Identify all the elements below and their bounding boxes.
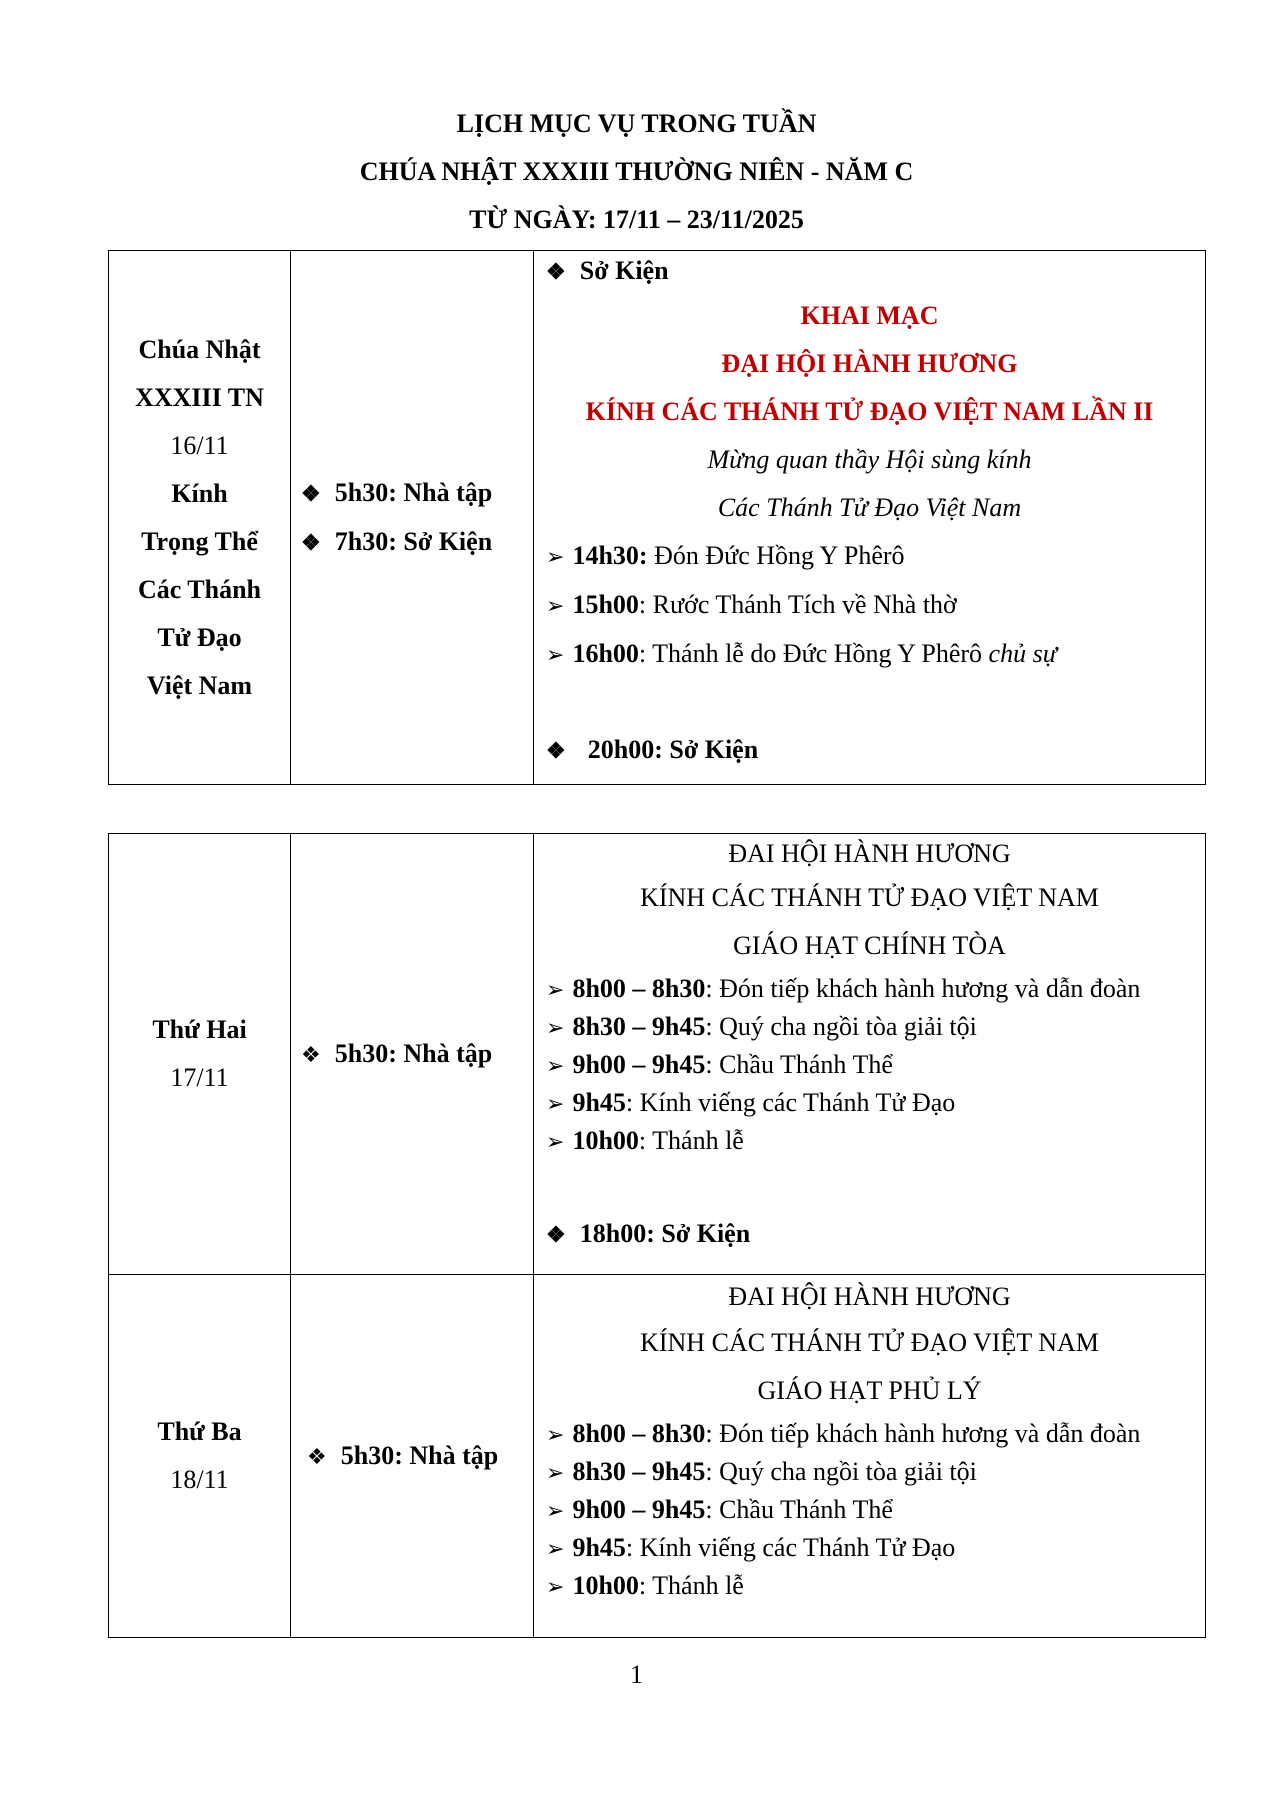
event-list bbox=[534, 970, 1205, 1160]
sunday-day-cell bbox=[109, 251, 291, 785]
arrow-bullet-icon: ➢ bbox=[546, 1574, 565, 1599]
feast-label: Trọng Thể bbox=[141, 526, 258, 556]
feast-label: Kính bbox=[171, 478, 228, 508]
day-label: Thứ Ba bbox=[157, 1417, 242, 1446]
event-list bbox=[534, 1415, 1205, 1605]
tuesday-mass-cell bbox=[291, 1275, 534, 1638]
day-label: XXXIII TN bbox=[135, 382, 264, 412]
sunday-schedule-table bbox=[108, 250, 1206, 785]
monday-row bbox=[109, 834, 1206, 1275]
event-item: ➢ 15h00: Rước Thánh Tích về Nhà thờ bbox=[546, 590, 957, 619]
feast-label: Các Thánh bbox=[137, 574, 262, 604]
sunday-events-cell bbox=[534, 251, 1206, 785]
event-item: ➢ 14h30: Đón Đức Hồng Y Phêrô bbox=[546, 541, 905, 570]
event-item: ➢ 8h00 – 8h30: Đón tiếp khách hành hương và dẫn đoàn bbox=[546, 974, 1141, 1003]
event-item: ➢ 9h00 – 9h45: Chầu Thánh Thể bbox=[546, 1050, 893, 1079]
evening-item: ❖ 18h00: Sở Kiện bbox=[546, 1219, 751, 1248]
monday-day-cell bbox=[109, 834, 291, 1275]
tuesday-row bbox=[109, 1275, 1206, 1638]
event-title: ĐẠI HỘI HÀNH HƯƠNG bbox=[721, 349, 1018, 378]
event-title: ĐAI HỘI HÀNH HƯƠNG bbox=[728, 1282, 1011, 1311]
arrow-bullet-icon: ➢ bbox=[546, 1422, 565, 1447]
event-title: GIÁO HẠT CHÍNH TÒA bbox=[733, 931, 1006, 960]
event-item: ➢ 9h45: Kính viếng các Thánh Tử Đạo bbox=[546, 1533, 956, 1562]
arrow-bullet-icon: ➢ bbox=[546, 1015, 565, 1040]
feast-label: Tử Đạo bbox=[157, 622, 242, 652]
diamond-bullet-icon: ❖ bbox=[301, 529, 321, 555]
mass-item: ❖ 7h30: Sở Kiện bbox=[301, 526, 493, 556]
location-item: ❖ Sở Kiện bbox=[546, 256, 669, 285]
event-subtitle: Các Thánh Tử Đạo Việt Nam bbox=[717, 493, 1022, 522]
day-label: Chúa Nhật bbox=[138, 334, 261, 364]
mass-item: ❖ 5h30: Nhà tập bbox=[301, 477, 493, 507]
monday-events-cell bbox=[534, 834, 1206, 1275]
event-item: ➢ 10h00: Thánh lễ bbox=[546, 1571, 744, 1600]
diamond-bullet-icon: ❖ bbox=[546, 1222, 566, 1247]
day-label: Thứ Hai bbox=[152, 1015, 247, 1044]
tuesday-day-cell bbox=[109, 1275, 291, 1638]
event-item: ➢ 8h30 – 9h45: Quý cha ngồi tòa giải tội bbox=[546, 1457, 977, 1486]
evening-item: ❖ 20h00: Sở Kiện bbox=[546, 735, 759, 764]
arrow-bullet-icon: ➢ bbox=[546, 642, 565, 667]
event-subtitle: Mừng quan thầy Hội sùng kính bbox=[707, 445, 1032, 474]
event-item: ➢ 9h45: Kính viếng các Thánh Tử Đạo bbox=[546, 1088, 956, 1117]
event-item: ➢ 16h00: Thánh lễ do Đức Hồng Y Phêrô chủ sự bbox=[546, 639, 1057, 668]
event-title: KÍNH CÁC THÁNH TỬ ĐẠO VIỆT NAM bbox=[640, 1328, 1099, 1357]
arrow-bullet-icon: ➢ bbox=[546, 1498, 565, 1523]
arrow-bullet-icon: ➢ bbox=[546, 977, 565, 1002]
header-date-range: TỪ NGÀY: 17/11 – 23/11/2025 bbox=[469, 205, 804, 234]
arrow-bullet-icon: ➢ bbox=[546, 1091, 565, 1116]
day-date: 18/11 bbox=[170, 1465, 229, 1494]
diamond-bullet-icon: ❖ bbox=[301, 480, 321, 506]
page-number: 1 bbox=[630, 1660, 643, 1689]
arrow-bullet-icon: ➢ bbox=[546, 1536, 565, 1561]
event-item: ➢ 10h00: Thánh lễ bbox=[546, 1126, 744, 1155]
page-header bbox=[0, 100, 1273, 244]
arrow-bullet-icon: ➢ bbox=[546, 593, 565, 618]
arrow-bullet-icon: ➢ bbox=[546, 544, 565, 569]
sunday-row bbox=[109, 251, 1206, 785]
arrow-bullet-icon: ➢ bbox=[546, 1460, 565, 1485]
diamond-bullet-icon: ❖ bbox=[546, 738, 566, 763]
diamond-bullet-icon: ❖ bbox=[307, 1443, 327, 1469]
event-title: GIÁO HẠT PHỦ LÝ bbox=[757, 1376, 982, 1405]
header-title: LỊCH MỤC VỤ TRONG TUẦN bbox=[456, 109, 817, 138]
diamond-bullet-icon: ❖ bbox=[301, 1041, 321, 1067]
mass-item: ❖ 5h30: Nhà tập bbox=[307, 1440, 499, 1470]
sunday-mass-cell bbox=[291, 251, 534, 785]
event-title: KÍNH CÁC THÁNH TỬ ĐẠO VIỆT NAM LẦN II bbox=[585, 397, 1154, 426]
arrow-bullet-icon: ➢ bbox=[546, 1053, 565, 1078]
event-title: ĐAI HỘI HÀNH HƯƠNG bbox=[728, 839, 1011, 868]
mass-item: ❖ 5h30: Nhà tập bbox=[301, 1038, 493, 1068]
feast-label: Việt Nam bbox=[146, 670, 253, 700]
day-date: 17/11 bbox=[170, 1063, 229, 1092]
event-title: KHAI MẠC bbox=[800, 301, 939, 330]
event-title: KÍNH CÁC THÁNH TỬ ĐẠO VIỆT NAM bbox=[640, 883, 1099, 912]
weekday-schedule-table bbox=[108, 833, 1206, 1638]
tuesday-events-cell bbox=[534, 1275, 1206, 1638]
diamond-bullet-icon: ❖ bbox=[546, 259, 566, 284]
monday-mass-cell bbox=[291, 834, 534, 1275]
day-date: 16/11 bbox=[170, 430, 229, 460]
event-item: ➢ 8h00 – 8h30: Đón tiếp khách hành hương và dẫn đoàn bbox=[546, 1419, 1141, 1448]
header-subtitle: CHÚA NHẬT XXXIII THƯỜNG NIÊN - NĂM C bbox=[359, 157, 914, 186]
arrow-bullet-icon: ➢ bbox=[546, 1129, 565, 1154]
event-item: ➢ 8h30 – 9h45: Quý cha ngồi tòa giải tội bbox=[546, 1012, 977, 1041]
event-item: ➢ 9h00 – 9h45: Chầu Thánh Thể bbox=[546, 1495, 893, 1524]
